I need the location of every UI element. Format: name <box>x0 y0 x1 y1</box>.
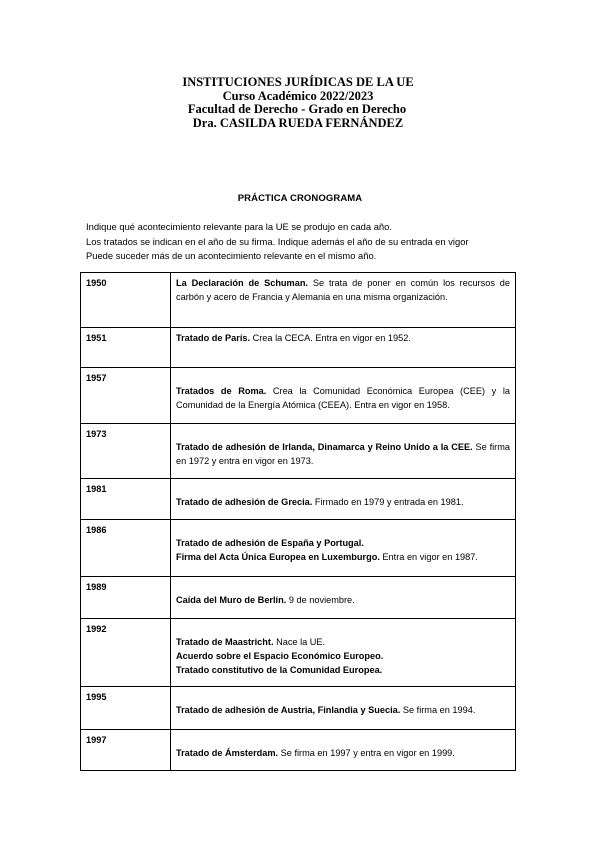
event-text <box>176 550 510 564</box>
event-title: Acuerdo sobre el Espacio Económico Europeo. <box>176 651 384 661</box>
table-row <box>81 577 516 619</box>
event-cell <box>171 619 516 687</box>
event-title: Tratado constitutivo de la Comunidad Europea. <box>176 665 383 675</box>
year-cell: 1950 <box>81 273 171 328</box>
event-detail: Se trata de poner en común los recursos de carbón y acero de Francia y Alemania en una misma organización. <box>176 278 510 302</box>
document-header <box>0 76 600 130</box>
year-cell: 1989 <box>81 577 171 619</box>
event-text <box>176 495 510 509</box>
event-cell <box>171 687 516 730</box>
event-title: Tratados de Roma. <box>176 386 267 396</box>
event-title: Tratado de Ámsterdam. <box>176 748 279 758</box>
year-cell: 1973 <box>81 424 171 479</box>
table-row <box>81 368 516 424</box>
table-row <box>81 730 516 771</box>
event-detail: Se firma en 1997 y entra en vigor en 1999. <box>278 748 455 758</box>
course-title: INSTITUCIONES JURÍDICAS DE LA UE <box>182 75 414 89</box>
event-title: Tratado de adhesión de Irlanda, Dinamarca y Reino Unido a la CEE. <box>176 442 473 452</box>
event-detail: Entra en vigor en 1987. <box>379 552 478 562</box>
instruction-line: Los tratados se indican en el año de su firma. Indique además el año de su entrada en vigor <box>86 235 469 247</box>
event-title: Tratado de adhesión de Grecia. <box>176 497 313 507</box>
event-detail: Se firma en 1972 y entra en vigor en 1973. <box>176 442 510 466</box>
event-text <box>176 331 510 345</box>
event-cell <box>171 273 516 328</box>
year-cell: 1957 <box>81 368 171 424</box>
event-cell <box>171 424 516 479</box>
event-title: La Declaración de Schuman. <box>176 278 308 288</box>
academic-year: Curso Académico 2022/2023 <box>222 88 374 103</box>
year-cell: 1995 <box>81 687 171 730</box>
event-title: Tratado de adhesión de Austria, Finlandia y Suecia. <box>176 705 401 715</box>
practice-title: PRÁCTICA CRONOGRAMA <box>237 193 363 204</box>
event-text <box>176 746 510 760</box>
event-detail: Crea la Comunidad Económica Europea (CEE) y la Comunidad de la Energía Atómica (CEEA). Entra en vigor en 1958. <box>176 386 510 410</box>
professor-name: Dra. CASILDA RUEDA FERNÁNDEZ <box>192 115 404 130</box>
event-cell <box>171 328 516 368</box>
event-text <box>176 384 510 412</box>
event-text <box>176 703 510 717</box>
faculty-degree: Facultad de Derecho - Grado en Derecho <box>187 102 407 116</box>
event-detail: Se firma en 1994. <box>400 705 476 715</box>
instructions <box>86 220 526 264</box>
event-detail: 9 de noviembre. <box>286 595 355 605</box>
instruction-line: Puede suceder más de un acontecimiento relevante en el mismo año. <box>86 250 377 262</box>
chronogram-table <box>80 272 516 771</box>
year-cell: 1986 <box>81 520 171 577</box>
event-cell <box>171 577 516 619</box>
event-text <box>176 276 510 304</box>
event-text <box>176 635 510 649</box>
year-cell: 1992 <box>81 619 171 687</box>
year-cell: 1951 <box>81 328 171 368</box>
event-detail: Crea la CECA. Entra en vigor en 1952. <box>250 333 411 343</box>
table-row <box>81 520 516 577</box>
table-row <box>81 424 516 479</box>
event-text <box>176 440 510 468</box>
event-title: Tratado de adhesión de España y Portugal. <box>176 538 364 548</box>
year-cell: 1981 <box>81 479 171 520</box>
year-cell: 1997 <box>81 730 171 771</box>
event-detail: Nace la UE. <box>273 637 326 647</box>
event-title: Caída del Muro de Berlín. <box>176 595 287 605</box>
event-title: Tratado de París. <box>176 333 251 343</box>
event-cell <box>171 368 516 424</box>
table-row <box>81 328 516 368</box>
event-cell <box>171 479 516 520</box>
event-text <box>176 593 510 607</box>
instruction-line: Indique qué acontecimiento relevante para la UE se produjo en cada año. <box>86 221 392 232</box>
event-cell <box>171 730 516 771</box>
event-cell <box>171 520 516 577</box>
table-row <box>81 479 516 520</box>
event-title: Firma del Acta Única Europea en Luxemburgo. <box>176 552 380 562</box>
event-detail: Firmado en 1979 y entrada en 1981. <box>312 497 464 507</box>
table-row <box>81 273 516 328</box>
table-row <box>81 619 516 687</box>
event-title: Tratado de Maastricht. <box>176 637 274 647</box>
table-row <box>81 687 516 730</box>
